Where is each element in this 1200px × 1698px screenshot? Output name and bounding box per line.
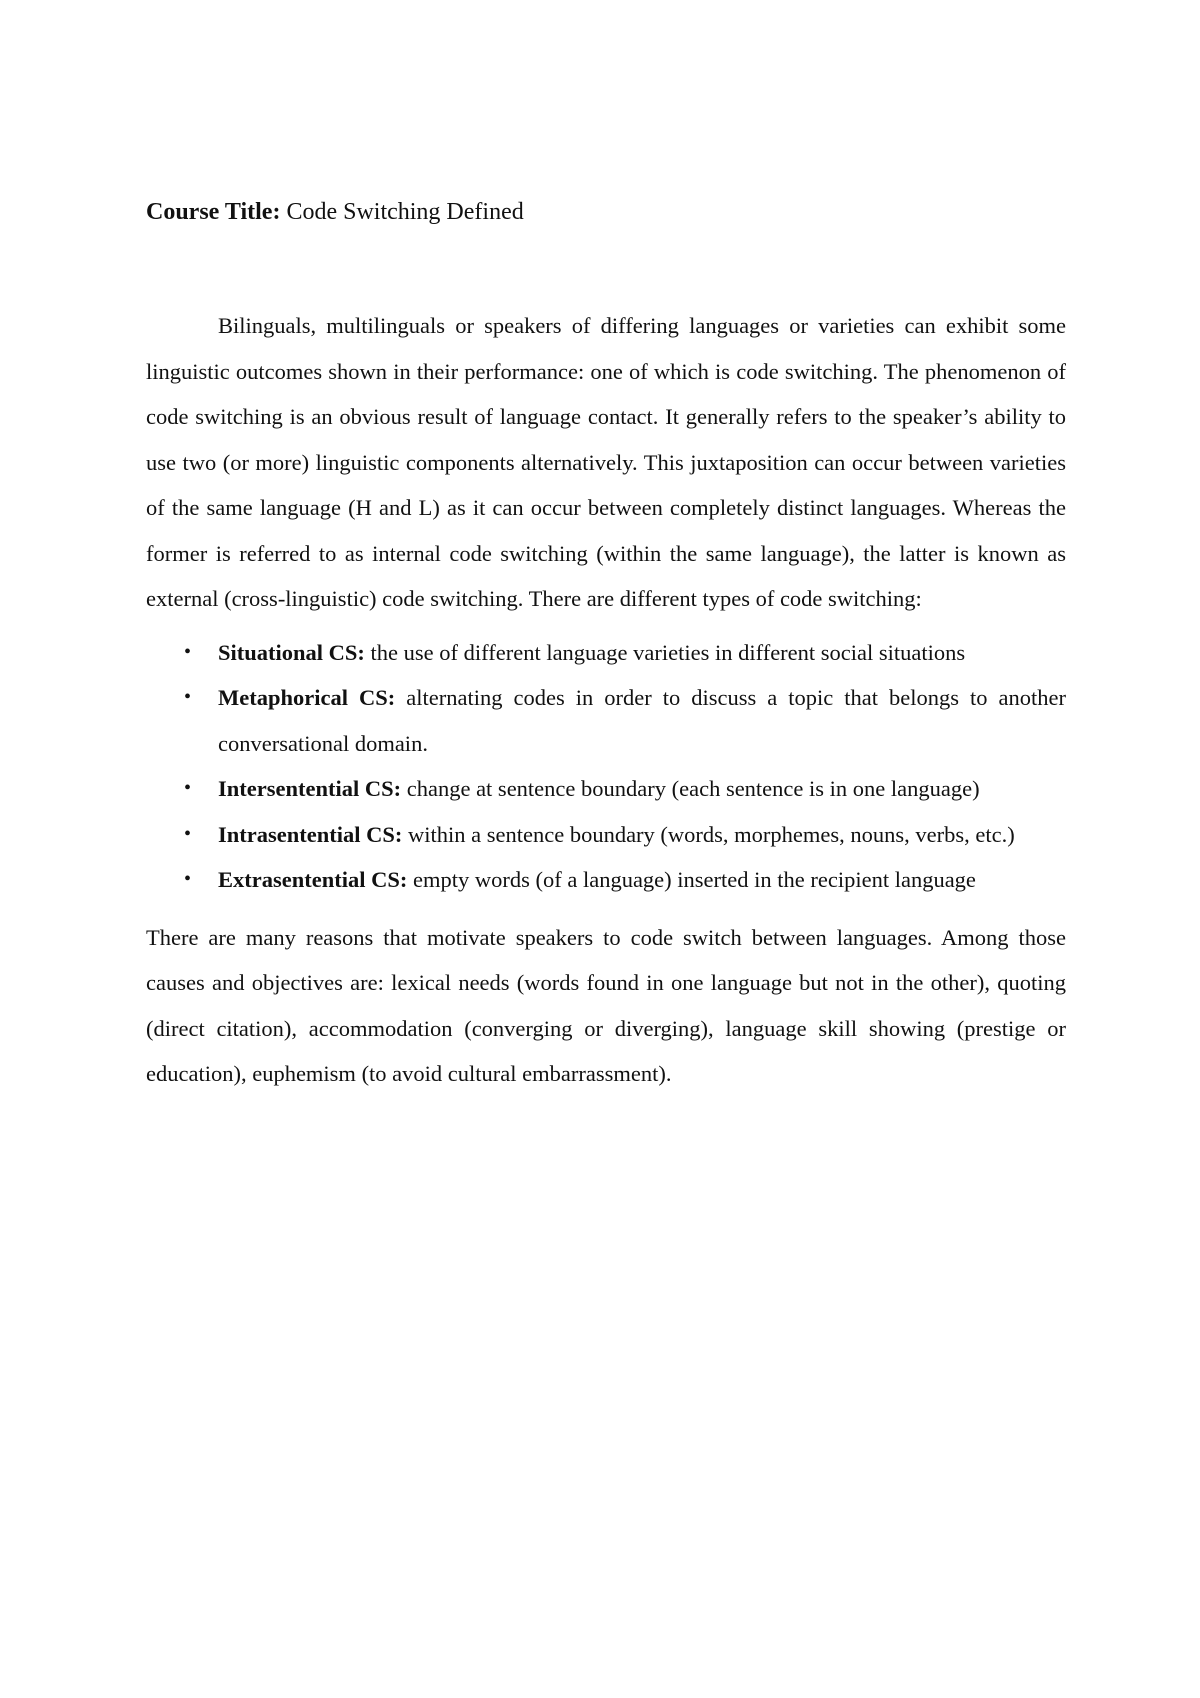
type-term: Intersentential CS: [218, 776, 402, 801]
bullet-icon: • [184, 868, 192, 890]
type-term: Intrasentential CS: [218, 821, 403, 847]
type-term: Metaphorical CS: [218, 685, 396, 710]
type-term: Extrasentential CS: [218, 867, 408, 892]
bullet-icon: • [184, 777, 192, 799]
course-title-label: Course Title: [146, 199, 281, 225]
list-item-intersentential [146, 766, 1066, 812]
course-title [146, 190, 1066, 235]
type-definition: empty words (of a language) inserted in the recipient language [407, 867, 976, 892]
course-title-text: Code Switching Defined [280, 199, 524, 225]
closing-paragraph: There are many reasons that motivate speakers to code switch between languages. Among those causes and objectives are: lexical needs (words found in one language but not in the other), quoting (direct citation), accommodation (converging or diverging), language skill showing (prestige or education), euphemism (to avoid cultural embarrassment). [146, 924, 1066, 1086]
type-definition: within a sentence boundary (words, morphemes, nouns, verbs, etc.) [402, 821, 1015, 847]
bullet-icon: • [184, 822, 192, 845]
document-body [146, 190, 1066, 1097]
type-term: Situational CS: [218, 639, 365, 665]
intro-paragraph: Bilinguals, multilinguals or speakers of differing languages or varieties can exhibit some linguistic outcomes shown in their performance: one of which is code switching. The phenomenon of code switching is an obvious result of language contact. It generally refers to the speaker’s ability to use two (or more) linguistic components alternatively. This juxtaposition can occur between varieties of the same language (H and L) as it can occur between completely distinct languages. Whereas the former is referred to as internal code switching (within the same language), the latter is known as external (cross-linguistic) code switching. There are different types of code switching: [146, 313, 1066, 611]
code-switching-types-list [146, 630, 1066, 903]
list-item-situational [146, 630, 1066, 676]
bullet-icon: • [184, 686, 192, 708]
type-definition: alternating codes in order to discuss a topic that belongs to another conversational domain. [218, 685, 1067, 756]
type-definition: the use of different language varieties in different social situations [364, 639, 966, 665]
list-item-metaphorical [146, 675, 1066, 766]
list-item-extrasentential [146, 857, 1066, 903]
bullet-icon: • [184, 640, 192, 663]
list-item-intrasentential [146, 812, 1066, 858]
type-definition: change at sentence boundary (each sentence is in one language) [401, 776, 980, 801]
